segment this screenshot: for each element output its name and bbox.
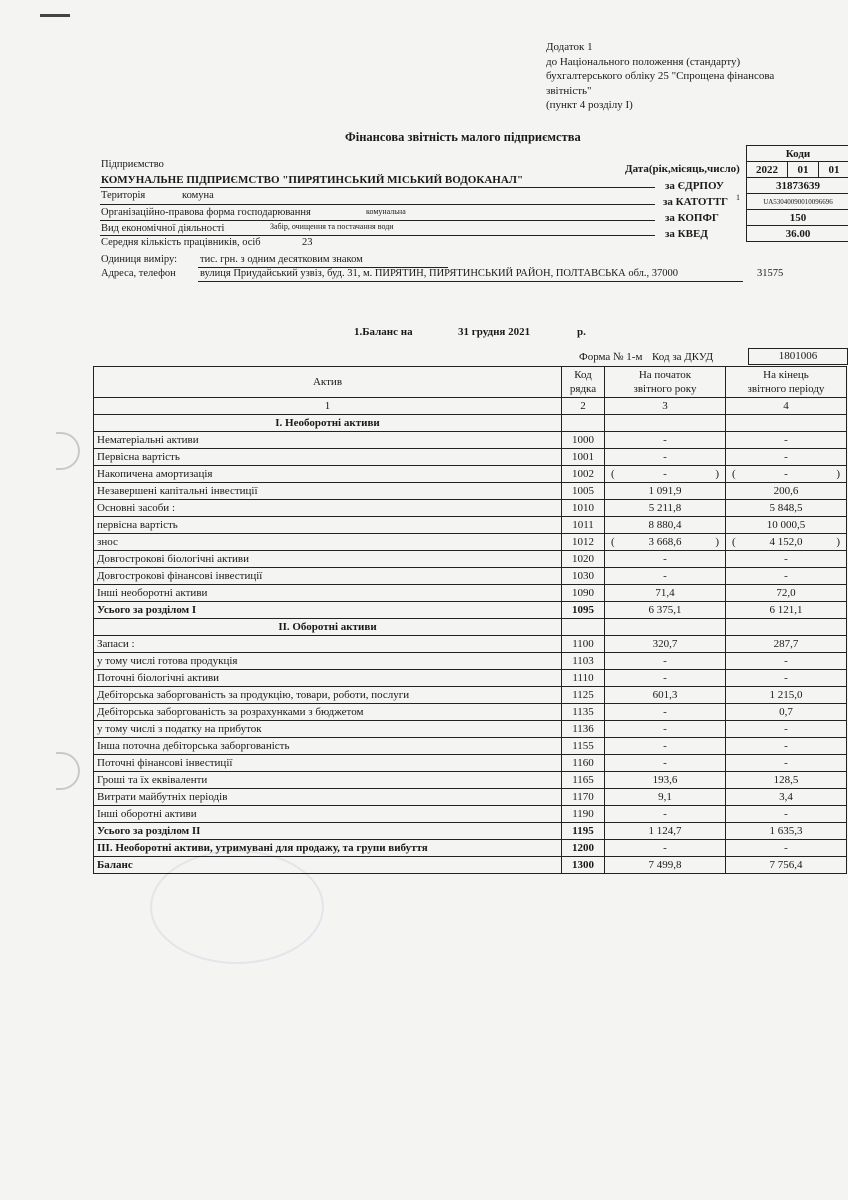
row-code: 1103	[562, 653, 605, 670]
value-end: ( - )	[726, 466, 847, 483]
value-start: -	[605, 738, 726, 755]
codes-table: Коди 2022 01 01 31873639 UA53040090010096696 150 36.00	[746, 145, 848, 242]
value-end: 3,4	[726, 789, 847, 806]
row-code: 1155	[562, 738, 605, 755]
row-label: Поточні біологічні активи	[94, 670, 562, 687]
row-code: 1100	[562, 636, 605, 653]
row-code: 1135	[562, 704, 605, 721]
row-code: 1005	[562, 483, 605, 500]
value-end: -	[726, 755, 847, 772]
row-label: Запаси :	[94, 636, 562, 653]
row-code: 1165	[562, 772, 605, 789]
value-end: 5 848,5	[726, 500, 847, 517]
row-label: Дебіторська заборгованість за продукцію, товари, роботи, послуги	[94, 687, 562, 704]
row-label: Довгострокові біологічні активи	[94, 551, 562, 568]
value-end: -	[726, 568, 847, 585]
dkud-label: Код за ДКУД	[652, 351, 714, 363]
table-row	[94, 636, 847, 653]
balance-title-suffix: р.	[577, 326, 586, 338]
date-month: 01	[788, 162, 819, 178]
row-label: Інші оборотні активи	[94, 806, 562, 823]
table-row	[94, 755, 847, 772]
table-row	[94, 602, 847, 619]
row-code: 1011	[562, 517, 605, 534]
binder-mark	[40, 14, 70, 17]
value-end: 6 121,1	[726, 602, 847, 619]
table-row	[94, 857, 847, 874]
unit-value: тис. грн. з одним десятковим знаком	[200, 254, 363, 265]
table-row	[94, 840, 847, 857]
value-start: -	[605, 840, 726, 857]
value-start: -	[605, 670, 726, 687]
value-start: 8 880,4	[605, 517, 726, 534]
row-code: 1002	[562, 466, 605, 483]
row-code: 1200	[562, 840, 605, 857]
value-end: -	[726, 670, 847, 687]
value-end: -	[726, 551, 847, 568]
value-start: -	[605, 432, 726, 449]
value-end: -	[726, 721, 847, 738]
table-row	[94, 551, 847, 568]
table-row	[94, 687, 847, 704]
row-label: Інші необоротні активи	[94, 585, 562, 602]
row-code: 1000	[562, 432, 605, 449]
table-row	[94, 653, 847, 670]
kopfg-label: за КОПФГ	[665, 212, 719, 224]
value-start: 9,1	[605, 789, 726, 806]
row-label: первісна вартість	[94, 517, 562, 534]
value-start: -	[605, 653, 726, 670]
row-code: 1090	[562, 585, 605, 602]
row-code: 1190	[562, 806, 605, 823]
table-row	[94, 806, 847, 823]
value-start: -	[605, 755, 726, 772]
phone-value: 31575	[757, 268, 784, 279]
date-day: 01	[819, 162, 848, 178]
value-start: ( 3 668,6 )	[605, 534, 726, 551]
row-label: Накопичена амортизація	[94, 466, 562, 483]
form-label: Форма № 1-м	[579, 351, 643, 363]
edrpou-label: за ЄДРПОУ	[665, 180, 724, 192]
row-code: 1001	[562, 449, 605, 466]
value-end: 10 000,5	[726, 517, 847, 534]
row-label: Довгострокові фінансові інвестиції	[94, 568, 562, 585]
value-end: 72,0	[726, 585, 847, 602]
row-code: 1160	[562, 755, 605, 772]
legal-form-value: комунальна	[366, 207, 406, 216]
table-row	[94, 670, 847, 687]
edrpou-value: 31873639	[747, 178, 848, 194]
value-end: -	[726, 653, 847, 670]
table-row	[94, 500, 847, 517]
value-end: 128,5	[726, 772, 847, 789]
value-end: 0,7	[726, 704, 847, 721]
row-label: Інша поточна дебіторська заборгованість	[94, 738, 562, 755]
row-label: ІІІ. Необоротні активи, утримувані для продажу, та групи вибуття	[94, 840, 562, 857]
value-start: 601,3	[605, 687, 726, 704]
section-2-header: ІІ. Оборотні активи	[94, 619, 847, 636]
value-end: 7 756,4	[726, 857, 847, 874]
employees-value: 23	[302, 237, 313, 248]
table-row	[94, 568, 847, 585]
row-code: 1170	[562, 789, 605, 806]
table-row	[94, 738, 847, 755]
row-code: 1110	[562, 670, 605, 687]
katottg-value: UA53040090010096696	[747, 194, 848, 210]
table-row	[94, 789, 847, 806]
row-label: Витрати майбутніх періодів	[94, 789, 562, 806]
row-label: Усього за розділом ІІ	[94, 823, 562, 840]
row-code: 1012	[562, 534, 605, 551]
katottg-label: за КАТОТТГ	[663, 196, 729, 208]
value-start: -	[605, 721, 726, 738]
table-row	[94, 772, 847, 789]
report-title: Фінансова звітність малого підприємства	[345, 130, 581, 144]
row-code: 1125	[562, 687, 605, 704]
row-code: 1010	[562, 500, 605, 517]
header-note: Додаток 1 до Національного положення (стандарту) бухгалтерського обліку 25 "Спрощена фінансова звітність" (пункт 4 розділу І)	[546, 41, 775, 111]
row-label: Первісна вартість	[94, 449, 562, 466]
legal-form-label: Організаційно-правова форма господарювання	[101, 207, 311, 218]
activity-label: Вид економічної діяльності	[101, 223, 225, 234]
value-start: ( - )	[605, 466, 726, 483]
value-end: 200,6	[726, 483, 847, 500]
row-code: 1195	[562, 823, 605, 840]
table-row	[94, 534, 847, 551]
value-end: -	[726, 840, 847, 857]
row-code: 1095	[562, 602, 605, 619]
row-code: 1020	[562, 551, 605, 568]
table-row	[94, 432, 847, 449]
territory-value: комуна	[182, 190, 214, 201]
row-label: Нематеріальні активи	[94, 432, 562, 449]
section-1-header: І. Необоротні активи	[94, 415, 847, 432]
row-label: Поточні фінансові інвестиції	[94, 755, 562, 772]
table-row	[94, 466, 847, 483]
value-end: 1 215,0	[726, 687, 847, 704]
table-row	[94, 823, 847, 840]
value-end: ( 4 152,0 )	[726, 534, 847, 551]
punch-hole-bottom	[56, 752, 80, 790]
date-label: Дата(рік,місяць,число)	[625, 163, 740, 175]
value-start: 193,6	[605, 772, 726, 789]
row-label: Дебіторська заборгованість за розрахунками з бюджетом	[94, 704, 562, 721]
kopfg-value: 150	[747, 210, 848, 226]
row-label: Баланс	[94, 857, 562, 874]
activity-value: Забір, очищення та постачання води	[270, 222, 394, 231]
value-start: -	[605, 551, 726, 568]
row-label: у тому числі готова продукція	[94, 653, 562, 670]
row-label: у тому числі з податку на прибуток	[94, 721, 562, 738]
value-end: -	[726, 738, 847, 755]
table-row	[94, 585, 847, 602]
table-row	[94, 517, 847, 534]
row-label: Основні засоби :	[94, 500, 562, 517]
value-start: 1 091,9	[605, 483, 726, 500]
value-end: 287,7	[726, 636, 847, 653]
row-code: 1030	[562, 568, 605, 585]
value-start: -	[605, 568, 726, 585]
row-code: 1136	[562, 721, 605, 738]
territory-label: Територія	[101, 190, 146, 201]
value-end: 1 635,3	[726, 823, 847, 840]
enterprise-name: КОМУНАЛЬНЕ ПІДПРИЄМСТВО "ПИРЯТИНСЬКИЙ МІСЬКИЙ ВОДОКАНАЛ"	[101, 174, 524, 186]
value-start: 320,7	[605, 636, 726, 653]
punch-hole-top	[56, 432, 80, 470]
date-year: 2022	[747, 162, 788, 178]
value-start: 1 124,7	[605, 823, 726, 840]
balance-title-prefix: 1.Баланс на	[354, 326, 413, 338]
employees-label: Середня кількість працівників, осіб	[101, 237, 261, 248]
unit-label: Одиниця виміру:	[101, 254, 177, 265]
value-start: 6 375,1	[605, 602, 726, 619]
table-row	[94, 483, 847, 500]
balance-table: Актив Код рядка На початок звітного року На кінець звітного періоду 1 2 3 4 І. Необоротні активи Нематеріальні активи 1000 - - Первісна вартість 1001 - - Накопичена амортизація 1002 ( - ) ( - ) Незавершені капітальні інвестиції 1005 1 091,9 200,6 Основні засоби : 1010 5 211,8 5 848,5 первісна вартість 1011 8 880,4 10 000,5 знос 1012 ( 3 668,6 ) ( 4 152,0 ) Довгострокові біологічні активи 1020 - - Довгострокові фінансові інвестиції 1030 - - Інші необоротні активи 1090 71,4 72,0 Усього за розділом І 1095 6 375,1 6 121,1 ІІ. Оборотні активи Запаси : 1100 320,7 287,7 у тому числі готова продукція 1103 - - Поточні біологічні активи 1110 - - Дебіторська заборгованість за продукцію, товари, роботи, послуги 1125 601,3 1 215,0 Дебіторська заборгованість за розрахунками з бюджетом 1135 - 0,7 у тому числі з податку на прибуток 1136 - - Інша поточна дебіторська заборгованість 1155 - - Поточні фінансові інвестиції 1160 - - Гроші та їх еквіваленти 1165 193,6 128,5 Витрати майбутніх періодів 1170 9,1 3,4 Інші оборотні активи 1190 - - Усього за розділом ІІ 1195 1 124,7 1 635,3 ІІІ. Необоротні активи, утримувані для продажу, та групи вибуття 1200 - - Баланс 1300 7 499,8 7 756,4	[93, 366, 847, 874]
address-value: вулиця Приудайський узвіз, буд. 31, м. ПИРЯТИН, ПИРЯТИНСЬКИЙ РАЙОН, ПОЛТАВСЬКА обл., 37000	[200, 268, 679, 279]
katottg-footnote: 1	[736, 193, 740, 202]
value-start: -	[605, 449, 726, 466]
value-end: -	[726, 449, 847, 466]
table-row	[94, 704, 847, 721]
value-start: 7 499,8	[605, 857, 726, 874]
table-row	[94, 449, 847, 466]
balance-date: 31 грудня 2021	[458, 326, 531, 338]
row-label: Незавершені капітальні інвестиції	[94, 483, 562, 500]
kved-label: за КВЕД	[665, 228, 708, 240]
value-start: -	[605, 704, 726, 721]
table-row	[94, 721, 847, 738]
row-label: знос	[94, 534, 562, 551]
kved-value: 36.00	[747, 226, 848, 242]
row-label: Гроші та їх еквіваленти	[94, 772, 562, 789]
value-end: -	[726, 806, 847, 823]
address-label: Адреса, телефон	[101, 268, 176, 279]
value-start: 71,4	[605, 585, 726, 602]
row-label: Усього за розділом І	[94, 602, 562, 619]
row-code: 1300	[562, 857, 605, 874]
enterprise-label: Підприємство	[101, 159, 164, 170]
value-end: -	[726, 432, 847, 449]
value-start: -	[605, 806, 726, 823]
dkud-value: 1801006	[748, 348, 848, 365]
value-start: 5 211,8	[605, 500, 726, 517]
